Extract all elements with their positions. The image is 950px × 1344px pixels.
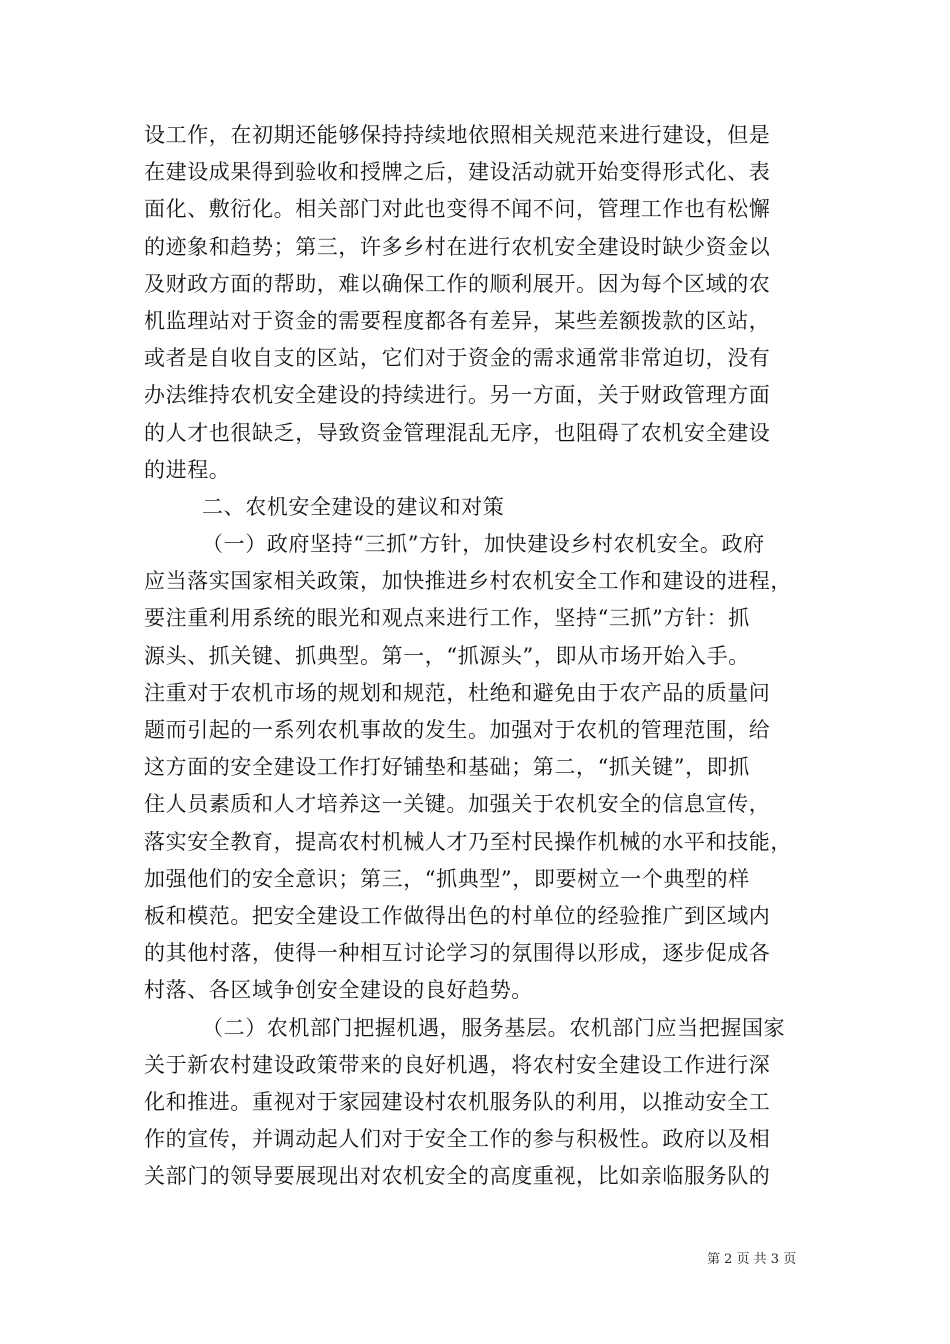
subsection-heading-line: （一）政府坚持“三抓”方针，加快建设乡村农机安全。政府 xyxy=(202,532,765,557)
text-line: 办法维持农机安全建设的持续进行。另一方面，关于财政管理方面 xyxy=(144,383,771,408)
text-line: 题而引起的一系列农机事故的发生。加强对于农机的管理范围，给 xyxy=(144,718,771,742)
page-number-label: 第 2 页 共 3 页 xyxy=(707,1252,797,1267)
text-line: 设工作，在初期还能够保持持续地依照相关规范来进行建设，但是 xyxy=(144,123,771,147)
text-line: 村落、各区域争创安全建设的良好趋势。 xyxy=(144,978,533,1003)
text-line: 关于新农村建设政策带来的良好机遇，将农村安全建设工作进行深 xyxy=(144,1052,771,1077)
document-body xyxy=(144,117,806,1195)
text-line: 面化、敷衍化。相关部门对此也变得不闻不问，管理工作也有松懈 xyxy=(144,197,771,222)
text-line: 加强他们的安全意识；第三，“抓典型”，即要树立一个典型的样 xyxy=(144,866,750,891)
text-line: 作的宣传，并调动起人们对于安全工作的参与积极性。政府以及相 xyxy=(144,1127,771,1152)
text-line: 的其他村落，使得一种相互讨论学习的氛围得以形成，逐步促成各 xyxy=(144,941,771,966)
text-line: 化和推进。重视对于家园建设村农机服务队的利用，以推动安全工 xyxy=(144,1089,771,1114)
text-line: 的人才也很缺乏，导致资金管理混乱无序，也阻碍了农机安全建设 xyxy=(144,420,771,445)
text-line: 的进程。 xyxy=(144,457,231,482)
text-line: 应当落实国家相关政策，加快推进乡村农机安全工作和建设的进程， xyxy=(144,569,792,594)
text-line: 关部门的领导要展现出对农机安全的高度重视，比如亲临服务队的 xyxy=(144,1164,771,1189)
text-line: 源头、抓关键、抓典型。第一，“抓源头”，即从市场开始入手。 xyxy=(144,643,750,668)
text-line: 及财政方面的帮助，难以确保工作的顺利展开。因为每个区域的农 xyxy=(144,271,771,296)
page-number-footer xyxy=(707,1248,796,1267)
text-line: 机监理站对于资金的需要程度都各有差异，某些差额拨款的区站， xyxy=(144,308,771,333)
text-line: 要注重利用系统的眼光和观点来进行工作，坚持“三抓”方针：抓 xyxy=(144,606,750,631)
text-line: 的迹象和趋势；第三，许多乡村在进行农机安全建设时缺少资金以 xyxy=(144,234,771,259)
text-line: 落实安全教育，提高农村机械人才乃至村民操作机械的水平和技能， xyxy=(144,829,792,854)
text-line: 板和模范。把安全建设工作做得出色的村单位的经验推广到区域内 xyxy=(144,903,771,928)
subsection-heading-line: （二）农机部门把握机遇，服务基层。农机部门应当把握国家 xyxy=(202,1015,786,1040)
text-line: 注重对于农机市场的规划和规范，杜绝和避免由于农产品的质量问 xyxy=(144,680,771,705)
text-line: 住人员素质和人才培养这一关键。加强关于农机安全的信息宣传， xyxy=(144,792,771,817)
text-line: 或者是自收自支的区站，它们对于资金的需求通常非常迫切，没有 xyxy=(144,346,771,371)
section-heading: 二、农机安全建设的建议和对策 xyxy=(202,494,505,519)
text-line: 这方面的安全建设工作打好铺垫和基础；第二，“抓关键”，即抓 xyxy=(144,755,750,780)
text-line: 在建设成果得到验收和授牌之后，建设活动就开始变得形式化、表 xyxy=(144,160,771,185)
